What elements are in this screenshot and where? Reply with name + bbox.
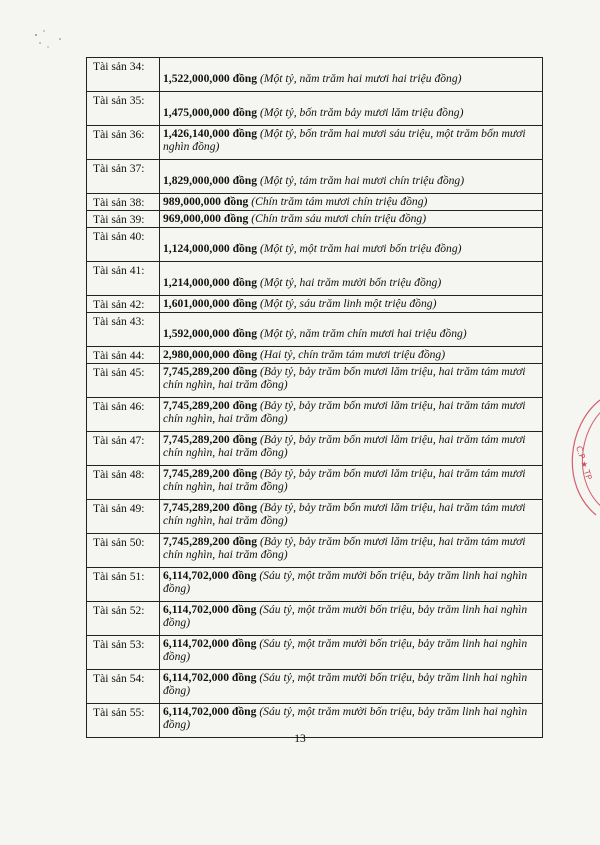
asset-row — [87, 58, 543, 92]
asset-value — [160, 466, 543, 500]
asset-label: Tài sản 51: — [87, 568, 160, 602]
asset-amount: 1,592,000,000 đồng — [163, 327, 258, 340]
asset-row — [87, 432, 543, 466]
asset-label: Tài sản 47: — [87, 432, 160, 466]
asset-label: Tài sản 50: — [87, 534, 160, 568]
asset-row — [87, 466, 543, 500]
asset-row — [87, 296, 543, 313]
asset-label: Tài sản 52: — [87, 602, 160, 636]
asset-amount: 1,829,000,000 đồng — [163, 174, 258, 187]
asset-amount: 1,601,000,000 đồng — [163, 297, 258, 310]
asset-row — [87, 670, 543, 704]
asset-value — [160, 262, 543, 296]
asset-value — [160, 228, 543, 262]
asset-amount: 7,745,289,200 đồng — [163, 501, 258, 514]
asset-amount-in-words: (Một tỷ, sáu trăm linh một triệu đồng) — [257, 297, 437, 310]
asset-amount: 989,000,000 đồng — [163, 195, 249, 208]
asset-row — [87, 92, 543, 126]
asset-amount-in-words: (Bảy tỷ, bảy trăm bốn mươi lăm triệu, hai trăm tám mươi chín nghìn, hai trăm đồng) — [163, 535, 526, 561]
asset-value — [160, 160, 543, 194]
asset-amount-in-words: (Một tỷ, bốn trăm hai mươi sáu triệu, một trăm bốn mươi nghìn đồng) — [163, 127, 526, 153]
asset-label: Tài sản 40: — [87, 228, 160, 262]
asset-amount-in-words: (Sáu tỷ, một trăm mười bốn triệu, bảy trăm linh hai nghìn đồng) — [163, 603, 528, 629]
asset-amount: 1,522,000,000 đồng — [163, 72, 258, 85]
asset-row — [87, 398, 543, 432]
asset-value — [160, 602, 543, 636]
asset-label: Tài sản 41: — [87, 262, 160, 296]
asset-amount-in-words: (Sáu tỷ, một trăm mười bốn triệu, bảy trăm linh hai nghìn đồng) — [163, 637, 528, 663]
asset-label: Tài sản 36: — [87, 126, 160, 160]
asset-amount-in-words: (Sáu tỷ, một trăm mười bốn triệu, bảy trăm linh hai nghìn đồng) — [163, 569, 528, 595]
asset-amount: 6,114,702,000 đồng — [163, 705, 257, 718]
asset-label: Tài sản 46: — [87, 398, 160, 432]
scan-speckles — [30, 25, 70, 55]
asset-amount-in-words: (Bảy tỷ, bảy trăm bốn mươi lăm triệu, hai trăm tám mươi chín nghìn, hai trăm đồng) — [163, 467, 526, 493]
asset-label: Tài sản 48: — [87, 466, 160, 500]
asset-row — [87, 534, 543, 568]
asset-row — [87, 160, 543, 194]
asset-label: Tài sản 34: — [87, 58, 160, 92]
asset-value — [160, 398, 543, 432]
asset-label: Tài sản 39: — [87, 211, 160, 228]
asset-label: Tài sản 43: — [87, 313, 160, 347]
asset-amount-in-words: (Chín trăm tám mươi chín triệu đồng) — [248, 195, 428, 208]
asset-label: Tài sản 44: — [87, 347, 160, 364]
asset-label: Tài sản 37: — [87, 160, 160, 194]
asset-value — [160, 313, 543, 347]
asset-value — [160, 58, 543, 92]
asset-label: Tài sản 35: — [87, 92, 160, 126]
asset-value — [160, 670, 543, 704]
asset-value — [160, 194, 543, 211]
asset-row — [87, 636, 543, 670]
asset-amount-in-words: (Bảy tỷ, bảy trăm bốn mươi lăm triệu, hai trăm tám mươi chín nghìn, hai trăm đồng) — [163, 365, 526, 391]
asset-value — [160, 364, 543, 398]
asset-amount: 6,114,702,000 đồng — [163, 637, 257, 650]
asset-amount-in-words: (Một tỷ, một trăm hai mươi bốn triệu đồng) — [257, 242, 462, 255]
asset-label: Tài sản 45: — [87, 364, 160, 398]
asset-value — [160, 568, 543, 602]
asset-amount: 1,214,000,000 đồng — [163, 276, 258, 289]
asset-value — [160, 347, 543, 364]
asset-price-table — [86, 57, 543, 738]
asset-amount: 1,426,140,000 đồng — [163, 127, 258, 140]
asset-row — [87, 313, 543, 347]
asset-row — [87, 194, 543, 211]
asset-amount: 2,980,000,000 đồng — [163, 348, 258, 361]
asset-amount-in-words: (Một tỷ, năm trăm chín mươi hai triệu đồng) — [257, 327, 467, 340]
asset-amount-in-words: (Bảy tỷ, bảy trăm bốn mươi lăm triệu, hai trăm tám mươi chín nghìn, hai trăm đồng) — [163, 433, 526, 459]
asset-amount-in-words: (Một tỷ, tám trăm hai mươi chín triệu đồng) — [257, 174, 465, 187]
asset-amount-in-words: (Một tỷ, năm trăm hai mươi hai triệu đồng) — [257, 72, 462, 85]
asset-amount: 1,475,000,000 đồng — [163, 106, 258, 119]
asset-value — [160, 296, 543, 313]
asset-amount-in-words: (Bảy tỷ, bảy trăm bốn mươi lăm triệu, hai trăm tám mươi chín nghìn, hai trăm đồng) — [163, 399, 526, 425]
asset-amount-in-words: (Một tỷ, bốn trăm bảy mươi lăm triệu đồng) — [257, 106, 464, 119]
asset-row — [87, 602, 543, 636]
asset-label: Tài sản 53: — [87, 636, 160, 670]
asset-row — [87, 347, 543, 364]
asset-amount: 7,745,289,200 đồng — [163, 535, 258, 548]
asset-amount: 7,745,289,200 đồng — [163, 467, 258, 480]
asset-row — [87, 500, 543, 534]
asset-value — [160, 211, 543, 228]
asset-amount: 7,745,289,200 đồng — [163, 433, 258, 446]
asset-label: Tài sản 54: — [87, 670, 160, 704]
asset-value — [160, 92, 543, 126]
asset-label: Tài sản 38: — [87, 194, 160, 211]
asset-row — [87, 126, 543, 160]
page-number: 13 — [294, 733, 306, 745]
asset-amount-in-words: (Một tỷ, hai trăm mười bốn triệu đồng) — [257, 276, 442, 289]
asset-value — [160, 126, 543, 160]
asset-value — [160, 534, 543, 568]
asset-amount-in-words: (Hai tỷ, chín trăm tám mươi triệu đồng) — [257, 348, 446, 361]
asset-amount: 6,114,702,000 đồng — [163, 603, 257, 616]
asset-row — [87, 364, 543, 398]
asset-amount: 6,114,702,000 đồng — [163, 671, 257, 684]
asset-label: Tài sản 49: — [87, 500, 160, 534]
asset-amount: 7,745,289,200 đồng — [163, 365, 258, 378]
asset-value — [160, 636, 543, 670]
asset-amount-in-words: (Chín trăm sáu mươi chín triệu đồng) — [248, 212, 427, 225]
asset-amount: 6,114,702,000 đồng — [163, 569, 257, 582]
asset-label: Tài sản 55: — [87, 704, 160, 738]
asset-row — [87, 262, 543, 296]
asset-amount-in-words: (Sáu tỷ, một trăm mười bốn triệu, bảy trăm linh hai nghìn đồng) — [163, 705, 528, 731]
asset-amount: 969,000,000 đồng — [163, 212, 249, 225]
asset-row — [87, 228, 543, 262]
svg-text:C.P ★ TP: C.P ★ TP — [574, 444, 594, 481]
asset-label: Tài sản 42: — [87, 296, 160, 313]
asset-amount-in-words: (Bảy tỷ, bảy trăm bốn mươi lăm triệu, hai trăm tám mươi chín nghìn, hai trăm đồng) — [163, 501, 526, 527]
asset-amount: 7,745,289,200 đồng — [163, 399, 258, 412]
red-stamp-fragment — [548, 395, 600, 520]
asset-value — [160, 500, 543, 534]
asset-amount: 1,124,000,000 đồng — [163, 242, 258, 255]
asset-row — [87, 568, 543, 602]
asset-amount-in-words: (Sáu tỷ, một trăm mười bốn triệu, bảy trăm linh hai nghìn đồng) — [163, 671, 528, 697]
asset-row — [87, 211, 543, 228]
asset-value — [160, 432, 543, 466]
